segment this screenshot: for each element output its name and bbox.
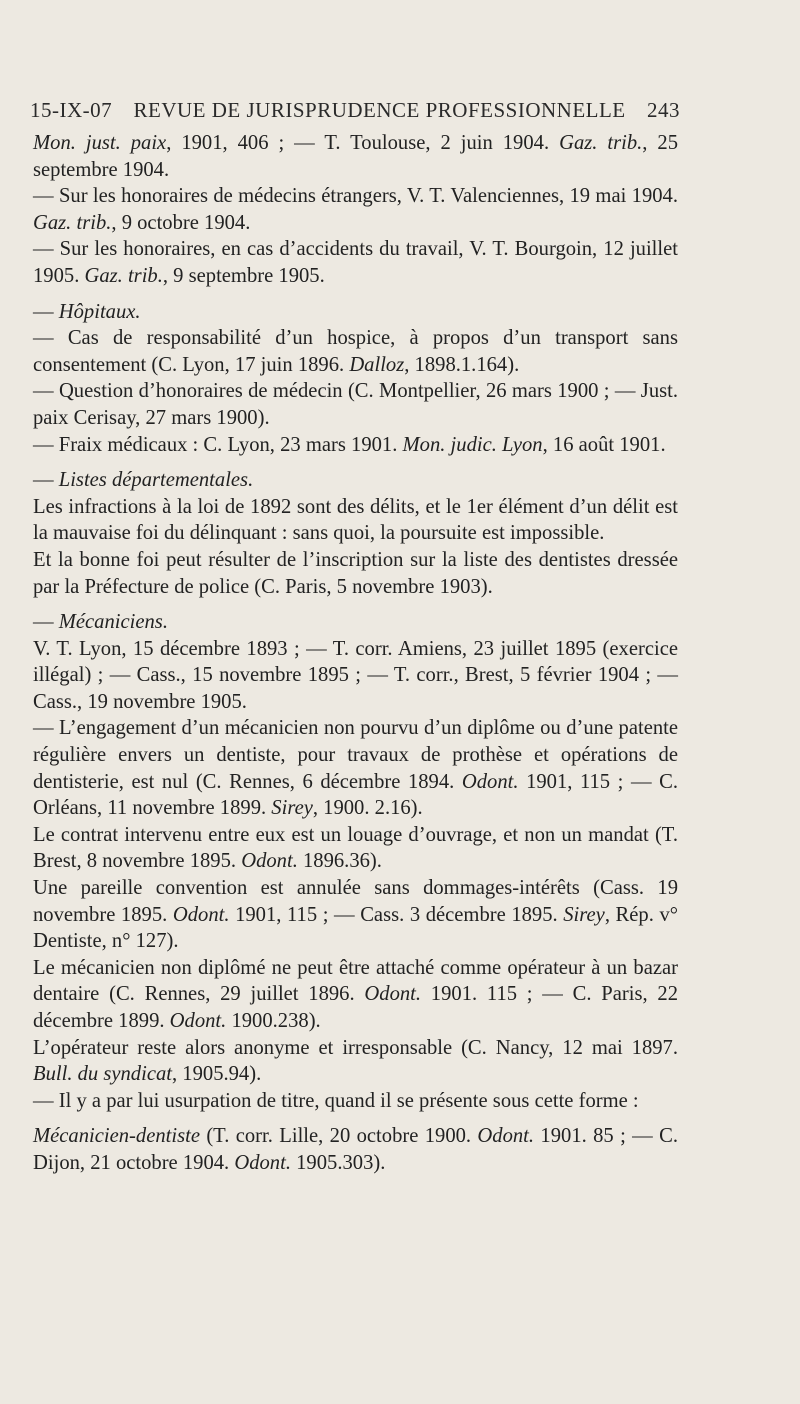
- paragraph: [33, 1035, 678, 1088]
- text-run: , 1898.1.164).: [404, 353, 520, 376]
- italic-citation: Odont.: [234, 1151, 291, 1174]
- text-run: Et la bonne foi peut résulter de l’inscription sur la liste des dentistes dressée par la Préfecture de police (C. Paris, 5 novembre 1903).: [33, 548, 678, 598]
- text-run: — L’engagement d’un mécanicien non pourvu d’un diplôme ou d’une patente régulière envers un dentiste, pour travaux de prothèse et opérations de dentisterie, est nul (C. Rennes, 6 décembre 1894.: [33, 717, 678, 793]
- text-run: L’opérateur reste alors anonyme et irresponsable (C. Nancy, 12 mai 1897.: [33, 1036, 678, 1059]
- text-run: , 25 septembre 1904.: [33, 132, 679, 181]
- text-run: Le contrat intervenu entre eux est un louage d’ouvrage, et non un mandat (T. Brest, 8 novembre 1895.: [33, 823, 678, 873]
- italic-citation: Dalloz: [349, 353, 405, 376]
- page-number: 243: [647, 98, 680, 122]
- text-run: — Question d’honoraires de médecin (C. Montpellier, 26 mars 1900 ; — Just. paix Cerisay, 27 mars 1900).: [33, 380, 678, 429]
- italic-citation: Odont.: [477, 1125, 535, 1148]
- italic-citation: Mon. just. paix: [33, 132, 167, 154]
- text-run: 1905.303).: [290, 1151, 386, 1174]
- italic-citation: Odont.: [241, 850, 298, 873]
- italic-citation: Odont.: [172, 903, 230, 926]
- paragraph-gap: [33, 1114, 678, 1123]
- paragraph: [33, 299, 678, 326]
- paragraph: [33, 432, 678, 459]
- italic-citation: Mécaniciens.: [58, 611, 168, 634]
- paragraph: [33, 378, 678, 431]
- text-run: , 16 août 1901.: [542, 433, 666, 456]
- text-run: , 1905.94).: [172, 1063, 262, 1086]
- text-run: , 1900. 2.16).: [312, 797, 423, 820]
- paragraph: [33, 325, 678, 378]
- paragraph: [33, 547, 678, 600]
- paragraph-gap: [33, 290, 678, 299]
- text-run: , 9 octobre 1904.: [111, 211, 251, 234]
- text-run: 1901. 85 ; — C. Dijon, 21 octobre 1904.: [33, 1125, 678, 1174]
- paragraph: [33, 1088, 678, 1115]
- text-run: (T. corr. Lille, 20 octobre 1900.: [199, 1125, 478, 1148]
- italic-citation: Mécanicien-dentiste: [33, 1125, 200, 1148]
- paragraph: [33, 494, 678, 547]
- header-title: REVUE DE JURISPRUDENCE PROFESSIONNELLE: [133, 98, 626, 122]
- running-header: [30, 98, 680, 123]
- text-run: 1901, 115 ; — Cass. 3 décembre 1895.: [229, 903, 564, 926]
- italic-citation: Sirey: [271, 797, 313, 820]
- header-date: 15-IX-07: [30, 98, 113, 122]
- paragraph: [33, 130, 678, 183]
- text-run: — Sur les honoraires, en cas d’accidents du travail, V. T. Bourgoin, 12 juillet 1905.: [33, 238, 678, 287]
- text-run: — Fraix médicaux : C. Lyon, 23 mars 1901.: [33, 433, 403, 456]
- text-run: — Cas de responsabilité d’un hospice, à propos d’un transport sans consentement (C. Lyon, 17 juin 1896.: [33, 327, 678, 376]
- text-run: Une pareille convention est annulée sans dommages-intérêts (Cass. 19 novembre 1895.: [33, 877, 678, 926]
- italic-citation: Odont.: [461, 770, 519, 793]
- text-run: Le mécanicien non diplômé ne peut être attaché comme opérateur à un bazar dentaire (C. Rennes, 29 juillet 1896.: [33, 956, 678, 1006]
- paragraph-gap: [33, 600, 678, 609]
- italic-citation: Odont.: [169, 1010, 227, 1032]
- italic-citation: Hôpitaux.: [58, 300, 141, 323]
- text-run: 1896.36).: [297, 850, 382, 873]
- text-run: 1901. 115 ; — C. Paris, 22 décembre 1899.: [33, 983, 678, 1032]
- italic-citation: Listes départementales.: [58, 469, 254, 492]
- paragraph: [33, 822, 678, 875]
- text-run: —: [33, 611, 59, 634]
- italic-citation: Gaz. trib.: [33, 211, 112, 234]
- text-run: —: [33, 469, 59, 492]
- paragraph: [33, 875, 678, 955]
- text-run: V. T. Lyon, 15 décembre 1893 ; — T. corr. Amiens, 23 juillet 1895 (exercice illégal) ; — Cass., 15 novembre 1895 ; — T. corr., Brest, 5 février 1904 ; — Cass., 19 novembre 1905.: [33, 637, 678, 713]
- text-run: , 9 septembre 1905.: [162, 264, 325, 287]
- text-run: 1900.238).: [226, 1010, 321, 1032]
- paragraph: [33, 236, 678, 289]
- text-run: Les infractions à la loi de 1892 sont des délits, et le 1er élément d’un délit est la mauvaise foi du délinquant : sans quoi, la poursuite est impossible.: [33, 495, 678, 545]
- italic-citation: Sirey: [563, 903, 605, 926]
- text-run: , Rép. v° Dentiste, n° 127).: [33, 903, 678, 953]
- italic-citation: Odont.: [364, 983, 422, 1006]
- paragraph: [33, 467, 678, 494]
- text-run: , 1901, 406 ; — T. Toulouse, 2 juin 1904.: [166, 132, 560, 154]
- paragraph: [33, 715, 678, 821]
- italic-citation: Mon. judic. Lyon: [402, 433, 543, 456]
- paragraph-gap: [33, 458, 678, 467]
- paragraph: [33, 183, 678, 236]
- paragraph: [33, 955, 678, 1035]
- text-run: —: [33, 300, 59, 323]
- page-body: [33, 130, 678, 1177]
- italic-citation: Gaz. trib.: [84, 264, 163, 287]
- italic-citation: Gaz. trib.: [559, 132, 643, 154]
- text-run: — Il y a par lui usurpation de titre, quand il se présente sous cette forme :: [33, 1089, 639, 1112]
- text-run: — Sur les honoraires de médecins étrangers, V. T. Valenciennes, 19 mai 1904.: [33, 185, 678, 208]
- italic-citation: Bull. du syndicat: [33, 1063, 172, 1086]
- paragraph: [33, 1123, 678, 1176]
- paragraph: [33, 609, 678, 636]
- text-run: 1901, 115 ; — C. Orléans, 11 novembre 1899.: [33, 770, 679, 820]
- paragraph: [33, 636, 678, 716]
